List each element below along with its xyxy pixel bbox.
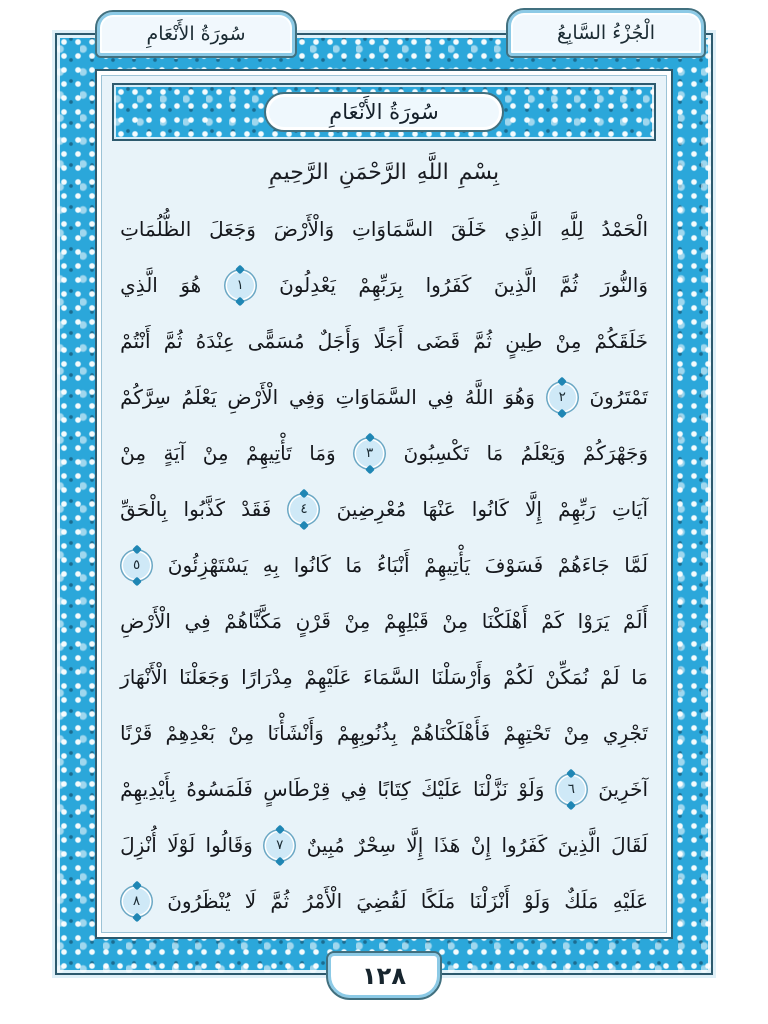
ayah-marker: ٢ (549, 384, 576, 411)
juz-tab-label: الْجُزْءُ السَّابِعُ (557, 22, 655, 44)
quran-line (120, 761, 648, 817)
quran-word: كَانُوا (471, 497, 509, 521)
quran-word: وَمَا (309, 441, 336, 465)
quran-word: السَّمَاوَاتِ (352, 217, 434, 241)
quran-word: فَأَهْلَكْنَاهُمْ (410, 721, 491, 745)
quran-word: عِنْدَهُ (195, 329, 235, 353)
quran-word: إِلَّا (524, 497, 542, 521)
quran-word: رَبِّهِمْ (558, 497, 596, 521)
ayah-marker: ١ (227, 272, 254, 299)
quran-word: نَزَّلْنَا (473, 777, 508, 801)
quran-word: مِنْ (120, 441, 147, 465)
quran-word: مَا (631, 665, 648, 689)
quran-word: وَالنُّورَ (600, 273, 648, 297)
quran-word: بِسْمِ (458, 159, 500, 185)
quran-word: مَلَكٌ (564, 889, 599, 913)
page-number-tab (326, 951, 442, 1000)
page-number: ١٢٨ (362, 961, 406, 990)
quran-word: يَسْتَهْزِئُونَ (167, 553, 249, 577)
quran-word: أَنْزَلْنَا (469, 889, 510, 913)
quran-word: قَرْنٍ (295, 609, 331, 633)
verse-area (112, 141, 656, 935)
quran-word: أَلَمْ (623, 609, 648, 633)
quran-word: الَّذِينَ (557, 833, 601, 857)
quran-word: يَأْتِيهِمْ (424, 553, 471, 577)
quran-word: بِرَبِّهِمْ (358, 273, 404, 297)
quran-word: اللَّهُ (464, 385, 494, 409)
quran-word: لَقُضِيَ (356, 889, 407, 913)
quran-word: ثُمَّ (473, 329, 493, 353)
quran-word: بِذُنُوبِهِمْ (337, 721, 398, 745)
quran-word: مِنْ (202, 441, 229, 465)
quran-word: تَجْرِي (602, 721, 648, 745)
quran-word: آخَرِينَ (598, 777, 648, 801)
quran-word: قِرْطَاسٍ (263, 777, 331, 801)
quran-word: لَقَالَ (611, 833, 648, 857)
quran-word: اللَّهِ (416, 159, 449, 185)
ayah-marker: ٣ (356, 440, 383, 467)
quran-word: الرَّحِيمِ (268, 159, 329, 185)
quran-word: إِنْ (470, 833, 491, 857)
quran-word: بِالْحَقِّ (120, 497, 168, 521)
quran-word: كَفَرُوا (501, 833, 548, 857)
quran-word: مُسَمًّى (247, 329, 305, 353)
quran-word: يَرَوْا (577, 609, 610, 633)
inner-paper (95, 69, 673, 939)
quran-word: سِحْرٌ (355, 833, 396, 857)
quran-word: الَّذِي (504, 217, 543, 241)
quran-word: السَّمَاءَ (363, 665, 420, 689)
surah-name-tab (95, 10, 297, 58)
quran-word: أُنْزِلَ (120, 833, 157, 857)
quran-word: خَلَقَكُمْ (594, 329, 648, 353)
quran-word: قَضَى (416, 329, 461, 353)
quran-word: وَقَالُوا (205, 833, 253, 857)
quran-word: فَقَدْ (241, 497, 272, 521)
ayah-marker: ٤ (290, 496, 317, 523)
quran-word: تَمْتَرُونَ (589, 385, 648, 409)
quran-line (120, 257, 648, 313)
ayah-marker: ٥ (123, 552, 150, 579)
quran-word: إِلَّا (406, 833, 424, 857)
quran-word: وَأَرْسَلْنَا (431, 665, 492, 689)
quran-word: جَاءَهُمْ (557, 553, 610, 577)
quran-word: وَيَعْلَمُ (520, 441, 566, 465)
quran-word: وَلَوْ (518, 777, 545, 801)
quran-word: تَكْسِبُونَ (403, 441, 470, 465)
quran-word: كَفَرُوا (425, 273, 472, 297)
quran-word: وَلَوْ (524, 889, 551, 913)
quran-line (120, 705, 648, 761)
quran-word: الْأَرْضِ (120, 609, 171, 633)
quran-word: آيَةٍ (163, 441, 186, 465)
ayah-marker: ٨ (123, 888, 150, 915)
quran-word: تَحْتِهِمْ (503, 721, 551, 745)
quran-word: فِي (184, 609, 211, 633)
quran-word: يَعْلَمُ (181, 385, 217, 409)
quran-word: مُبِينٌ (306, 833, 345, 857)
quran-word: وَجَهْرَكُمْ (582, 441, 648, 465)
quran-line (120, 201, 648, 257)
quran-word: يُنْظَرُونَ (167, 889, 231, 913)
ayah-marker: ٦ (558, 776, 585, 803)
quran-word: مِنْ (344, 609, 371, 633)
quran-line (120, 425, 648, 481)
quran-word: الَّذِي (120, 273, 158, 297)
quran-word: كِتَابًا (377, 777, 411, 801)
quran-line (120, 313, 648, 369)
quran-word: لِلَّهِ (560, 217, 584, 241)
quran-word: مِدْرَارًا (241, 665, 293, 689)
quran-word: أَنْتُمْ (120, 329, 151, 353)
quran-word: فَسَوْفَ (484, 553, 544, 577)
quran-word: هُوَ (180, 273, 202, 297)
quran-word: قَبْلِهِمْ (383, 609, 429, 633)
quran-word: خَلَقَ (451, 217, 487, 241)
quran-word: فَلَمَسُوهُ (186, 777, 253, 801)
quran-word: فِي (340, 777, 367, 801)
quran-word: الَّذِينَ (493, 273, 537, 297)
quran-word: الْأَنْهَارَ (120, 665, 168, 689)
quran-word: أَجَلًا (373, 329, 404, 353)
quran-word: مَا (345, 553, 363, 577)
quran-word: مِنْ (228, 721, 255, 745)
quran-line (120, 481, 648, 537)
quran-word: آيَاتِ (611, 497, 648, 521)
quran-word: عَلَيْهِ (612, 889, 648, 913)
quran-word: مِنْ (555, 329, 582, 353)
quran-word: الْأَرْضِ (227, 385, 279, 409)
quran-word: ثُمَّ (559, 273, 579, 297)
quran-word: وَأَنْشَأْنَا (267, 721, 324, 745)
quran-word: مِنْ (563, 721, 590, 745)
quran-word: لَوْلَا (167, 833, 196, 857)
quran-word: السَّمَاوَاتِ (335, 385, 417, 409)
quran-word: هَذَا (433, 833, 461, 857)
quran-line (120, 817, 648, 873)
quran-word: نُمَكِّنْ (545, 665, 589, 689)
quran-word: وَجَعَلْنَا (179, 665, 230, 689)
quran-word: فِي (427, 385, 454, 409)
quran-word: وَجَعَلَ (209, 217, 256, 241)
quran-line (120, 649, 648, 705)
quran-word: عَنْهَا (422, 497, 456, 521)
quran-word: وَهُوَ (504, 385, 535, 409)
quran-line (120, 369, 648, 425)
quran-word: مَكَّنَّاهُمْ (224, 609, 283, 633)
quran-word: بِهِ (262, 553, 280, 577)
text-content-area (101, 75, 667, 933)
surah-name-tab-label: سُورَةُ الأَنْعَامِ (146, 23, 246, 45)
quran-line (120, 593, 648, 649)
quran-line (120, 537, 648, 593)
quran-line (120, 873, 648, 929)
quran-word: ثُمَّ (163, 329, 183, 353)
quran-word: مُعْرِضِينَ (336, 497, 407, 521)
quran-word: كَمْ (541, 609, 565, 633)
quran-word: سِرَّكُمْ (120, 385, 171, 409)
quran-word: كَذَّبُوا (183, 497, 226, 521)
quran-word: وَأَجَلٌ (317, 329, 361, 353)
quran-word: بِأَيْدِيهِمْ (120, 777, 176, 801)
quran-word: يَعْدِلُونَ (279, 273, 336, 297)
quran-word: الرَّحْمَنِ (338, 159, 407, 185)
quran-word: الْأَمْرُ (303, 889, 343, 913)
quran-word: طِينٍ (505, 329, 543, 353)
quran-word: عَلَيْهِمْ (304, 665, 352, 689)
quran-word: مَلَكًا (420, 889, 456, 913)
quran-word: لَا (244, 889, 257, 913)
quran-word: تَأْتِيهِمْ (246, 441, 292, 465)
quran-word: أَنْبَاءُ (376, 553, 410, 577)
surah-title-cartouche (264, 92, 504, 132)
quran-word: مَا (486, 441, 504, 465)
quran-word: وَالْأَرْضَ (273, 217, 335, 241)
quran-word: الْحَمْدُ (601, 217, 648, 241)
quran-word: بَعْدِهِمْ (165, 721, 216, 745)
juz-tab (506, 8, 706, 58)
quran-word: لَمَّا (624, 553, 648, 577)
quran-word: وَفِي (288, 385, 325, 409)
quran-word: كَانُوا (293, 553, 331, 577)
quran-word: عَلَيْكَ (421, 777, 463, 801)
quran-word: لَمْ (600, 665, 620, 689)
quran-word: الظُّلُمَاتِ (120, 217, 192, 241)
quran-word: أَهْلَكْنَا (481, 609, 528, 633)
quran-word: لَكُمْ (503, 665, 534, 689)
quran-word: ثُمَّ (270, 889, 290, 913)
ayah-marker: ٧ (266, 832, 293, 859)
surah-title-banner (112, 83, 656, 141)
surah-title: سُورَةُ الأَنْعَامِ (329, 100, 439, 124)
bismillah-line (120, 143, 648, 201)
quran-word: مِنْ (442, 609, 469, 633)
ornamental-border-frame (55, 33, 713, 975)
quran-word: قَرْنًا (120, 721, 153, 745)
